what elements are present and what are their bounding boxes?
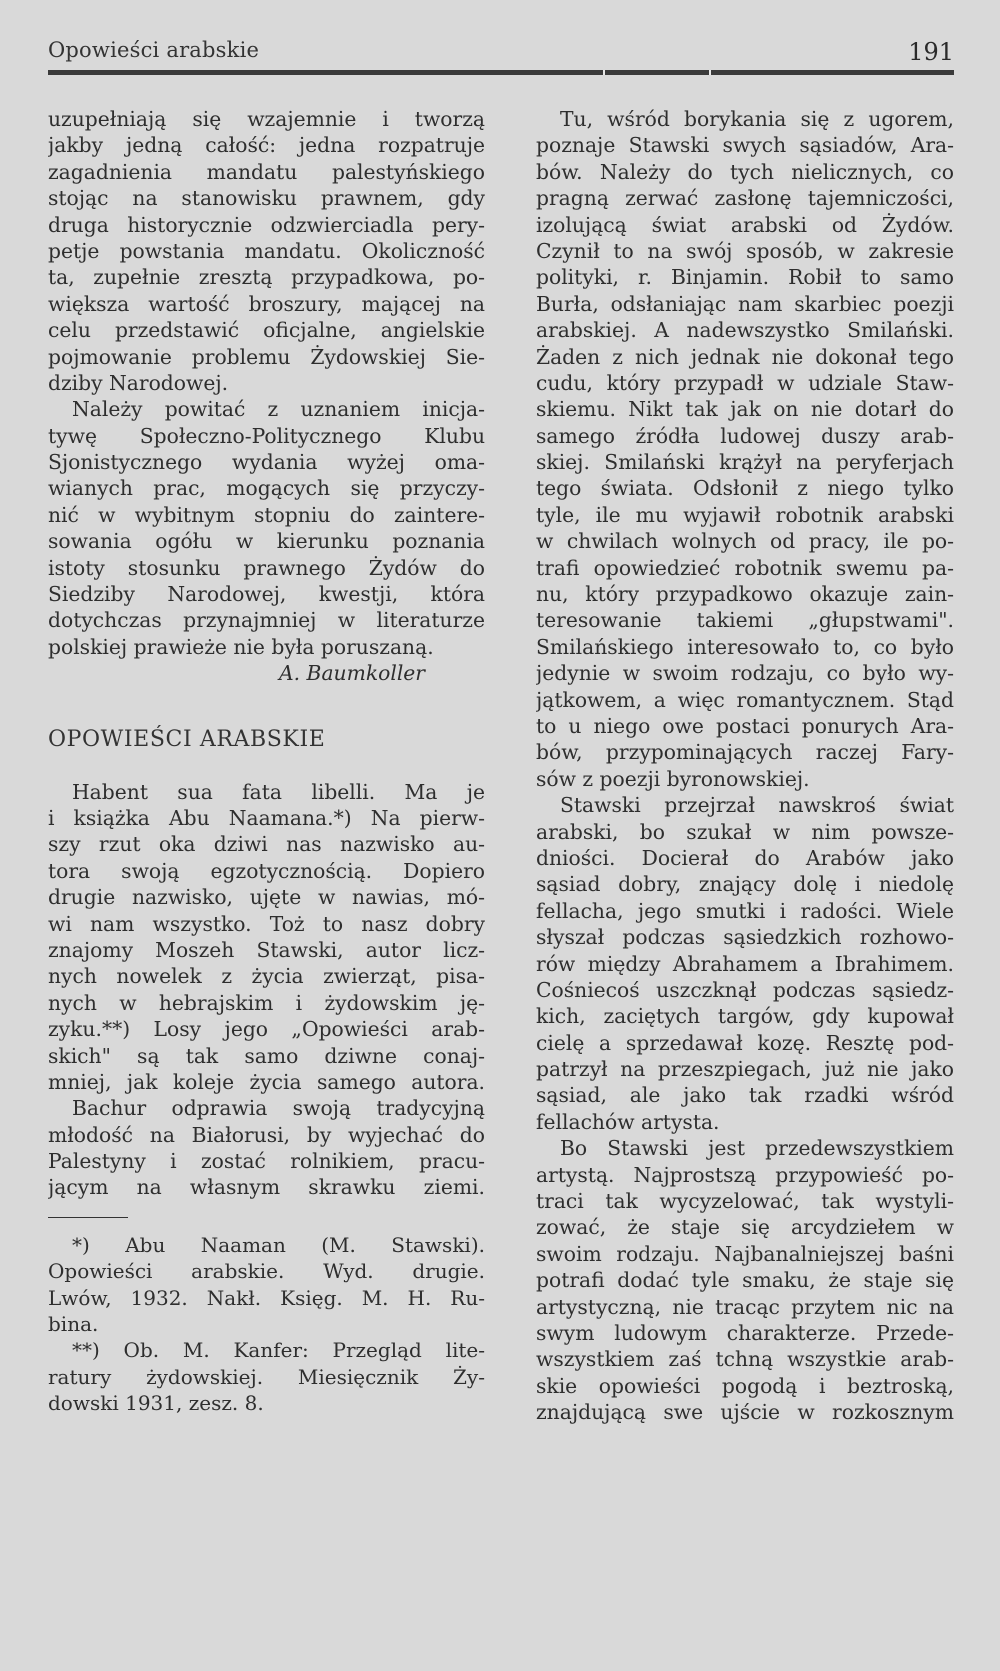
text-line: poznaje Stawski swych sąsiadów, Ara- — [536, 133, 954, 158]
article-text — [48, 779, 485, 1201]
author-signature: A. Baumkoller — [279, 661, 425, 686]
text-line: skiej. Smilański krążył na peryferjach — [536, 450, 954, 475]
text-line: Czynił to na swój sposób, w zakresie — [536, 238, 954, 263]
text-line: mniej, jak koleje życia samego autora. — [48, 1069, 485, 1094]
review-text — [48, 106, 485, 687]
text-line: nych nowelek z życia zwierząt, pisa- — [48, 964, 485, 989]
text-line: znajomy Moszeh Stawski, autor licz- — [48, 937, 485, 962]
text-line: ta, zupełnie zresztą przypadkowa, po- — [48, 265, 485, 290]
text-line: wianych prac, mogących się przyczy- — [48, 476, 485, 501]
text-line: artystyczną, nie tracąc przytem nic na — [536, 1294, 954, 1319]
text-line: swoim rodzaju. Najbanalniejszej baśni — [536, 1241, 954, 1266]
text-line: polskiej prawieże nie była poruszaną. — [48, 634, 434, 659]
page-number: 191 — [908, 38, 954, 66]
text-line: zować, że staje się arcydziełem w — [536, 1215, 954, 1240]
text-line: jedynie w swoim rodzaju, co było wy- — [536, 661, 954, 686]
text-line: nić w wybitnym stopniu do zaintere- — [48, 502, 485, 527]
text-line: potrafi dodać tyle smaku, że staje się — [536, 1268, 954, 1293]
text-line: bów. Należy do tych nielicznych, co — [536, 159, 954, 184]
footnote-line: Lwów, 1932. Nakł. Księg. M. H. Ru- — [48, 1285, 485, 1310]
text-line: patrzył na przeszpiegach, już nie jako — [536, 1057, 954, 1082]
text-line: zyku.**) Losy jego „Opowieści arab- — [48, 1017, 485, 1042]
text-line: Habent sua fata libelli. Ma je — [72, 779, 485, 804]
text-line: sów z poezji byronowskiej. — [536, 766, 810, 791]
text-line: większa wartość broszury, mającej na — [48, 291, 485, 316]
text-line: jakby jedną całość: jedna rozpatruje — [48, 133, 485, 158]
text-line: celu przedstawić oficjalne, angielskie — [48, 318, 485, 343]
text-line: artystą. Najprostszą przypowieść po- — [536, 1162, 954, 1187]
text-line: skich" są tak samo dziwne conaj- — [48, 1043, 485, 1068]
text-line: Palestyny i zostać rolnikiem, pracu- — [48, 1149, 485, 1174]
left-column — [48, 106, 485, 1417]
footnote-line: bina. — [48, 1312, 99, 1337]
footnotes — [48, 1232, 485, 1417]
footnote-rule — [48, 1217, 128, 1218]
text-line: tywę Społeczno-Politycznego Klubu — [48, 423, 485, 448]
text-line: pragną zerwać zasłonę tajemniczości, — [536, 186, 954, 211]
text-line: istoty stosunku prawnego Żydów do — [48, 555, 485, 580]
text-line: dotychczas przynajmniej w literaturze — [48, 608, 485, 633]
text-line: Bo Stawski jest przedewszystkiem — [560, 1136, 954, 1161]
text-line: teresowanie takiemi „głupstwami". — [536, 608, 954, 633]
text-line: uzupełniają się wzajemnie i tworzą — [48, 107, 485, 131]
text-line: polityki, r. Binjamin. Robił to samo — [536, 265, 954, 290]
text-line: w chwilach wolnych od pracy, ile po- — [536, 529, 954, 554]
text-line: stojąc na stanowisku prawnem, gdy — [48, 186, 485, 211]
text-line: izolującą świat arabski od Żydów. — [536, 212, 954, 237]
text-line: Cośniecoś uszczknął podczas sąsiedz- — [536, 977, 954, 1002]
text-line: Żaden z nich jednak nie dokonał tego — [536, 344, 954, 369]
text-line: traci tak wycyzelować, tak wystyli- — [536, 1189, 954, 1214]
text-line: słyszał podczas sąsiedzkich rozhowo- — [536, 925, 954, 950]
text-line: bów, przypominających raczej Fary- — [536, 740, 954, 765]
section-title: OPOWIEŚCI ARABSKIE — [48, 726, 326, 752]
text-line: petje powstania mandatu. Okoliczność — [48, 238, 485, 263]
text-line: nych w hebrajskim i żydowskim ję- — [48, 990, 485, 1015]
text-line: druga historycznie odzwierciadla pery- — [48, 212, 485, 237]
text-line: młodość na Białorusi, by wyjechać do — [48, 1122, 485, 1147]
text-line: wszystkiem zaś tchną wszystkie arab- — [536, 1347, 954, 1372]
text-line: fellacha, jego smutki i radości. Wiele — [536, 898, 954, 923]
text-line: drugie nazwisko, ujęte w nawias, mó- — [48, 885, 485, 910]
text-line: tego świata. Odsłonił z niego tylko — [536, 476, 954, 501]
running-title: Opowieści arabskie — [48, 38, 260, 62]
text-line: tyle, ile mu wyjawił robotnik arabski — [536, 502, 954, 527]
text-line: arabski, bo szukał w nim powsze- — [536, 819, 954, 844]
text-line: jątkowem, a więc romantycznem. Stąd — [536, 687, 954, 712]
text-line: fellachów artysta. — [536, 1109, 720, 1134]
text-line: cielę a sprzedawał kozę. Resztę pod- — [536, 1030, 954, 1055]
text-line: Burła, odsłaniając nam skarbiec poezji — [536, 291, 954, 316]
text-line: Siedziby Narodowej, kwestji, która — [48, 582, 485, 607]
footnote-line: **) Ob. M. Kanfer: Przegląd lite- — [72, 1338, 485, 1363]
text-line: dniości. Docierał do Arabów jako — [536, 845, 954, 870]
text-line: dziby Narodowej. — [48, 370, 229, 395]
text-line: sąsiad dobry, znający dolę i niedolę — [536, 872, 954, 897]
footnote-line: Opowieści arabskie. Wyd. drugie. — [48, 1259, 485, 1284]
text-line: nu, który przypadkowo okazuje zain- — [536, 582, 954, 607]
footnote-line: *) Abu Naaman (M. Stawski). — [72, 1232, 485, 1257]
text-line: pojmowanie problemu Żydowskiej Sie- — [48, 344, 485, 369]
text-line: znajdującą swe ujście w rozkosznym — [536, 1400, 954, 1425]
text-line: zagadnienia mandatu palestyńskiego — [48, 159, 485, 184]
right-column — [536, 106, 954, 1426]
text-line: skiemu. Nikt tak jak on nie dotarł do — [536, 397, 954, 422]
footnote-line: ratury żydowskiej. Miesięcznik Ży- — [48, 1364, 485, 1389]
text-line: wi nam wszystko. Toż to nasz dobry — [48, 911, 485, 936]
text-line: Należy powitać z uznaniem inicja- — [72, 397, 485, 422]
text-line: swym ludowym charakterze. Przede- — [536, 1320, 954, 1345]
text-line: skie opowieści pogodą i beztroską, — [536, 1373, 954, 1398]
footnote-line: dowski 1931, zesz. 8. — [48, 1391, 264, 1416]
text-line: i książka Abu Naamana.*) Na pierw- — [48, 805, 485, 830]
text-line: Tu, wśród borykania się z ugorem, — [560, 107, 954, 131]
text-line: sąsiad, ale jako tak rzadki wśród — [536, 1083, 954, 1108]
text-line: szy rzut oka dziwi nas nazwisko au- — [48, 832, 485, 857]
text-line: samego źródła ludowej duszy arab- — [536, 423, 954, 448]
text-line: arabskiej. A nadewszystko Smilański. — [536, 318, 954, 343]
text-line: kich, zaciętych targów, gdy kupował — [536, 1004, 954, 1029]
text-line: Stawski przejrzał nawskroś świat — [560, 793, 954, 818]
text-line: trafi opowiedzieć robotnik swemu pa- — [536, 555, 954, 580]
text-line: rów między Abrahamem a Ibrahimem. — [536, 951, 954, 976]
text-line: tora swoją egzotycznością. Dopiero — [48, 858, 485, 883]
text-line: Bachur odprawia swoją tradycyjną — [72, 1096, 485, 1121]
text-line: sowania ogółu w kierunku poznania — [48, 529, 485, 554]
header-rule — [48, 70, 954, 75]
text-line: cudu, który przypadł w udziale Staw- — [536, 370, 954, 395]
text-line: Sjonistycznego wydania wyżej oma- — [48, 450, 485, 475]
text-line: to u niego owe postaci ponurych Ara- — [536, 713, 954, 738]
text-line: Smilańskiego interesowało to, co było — [536, 634, 954, 659]
text-line: jącym na własnym skrawku ziemi. — [48, 1175, 485, 1200]
